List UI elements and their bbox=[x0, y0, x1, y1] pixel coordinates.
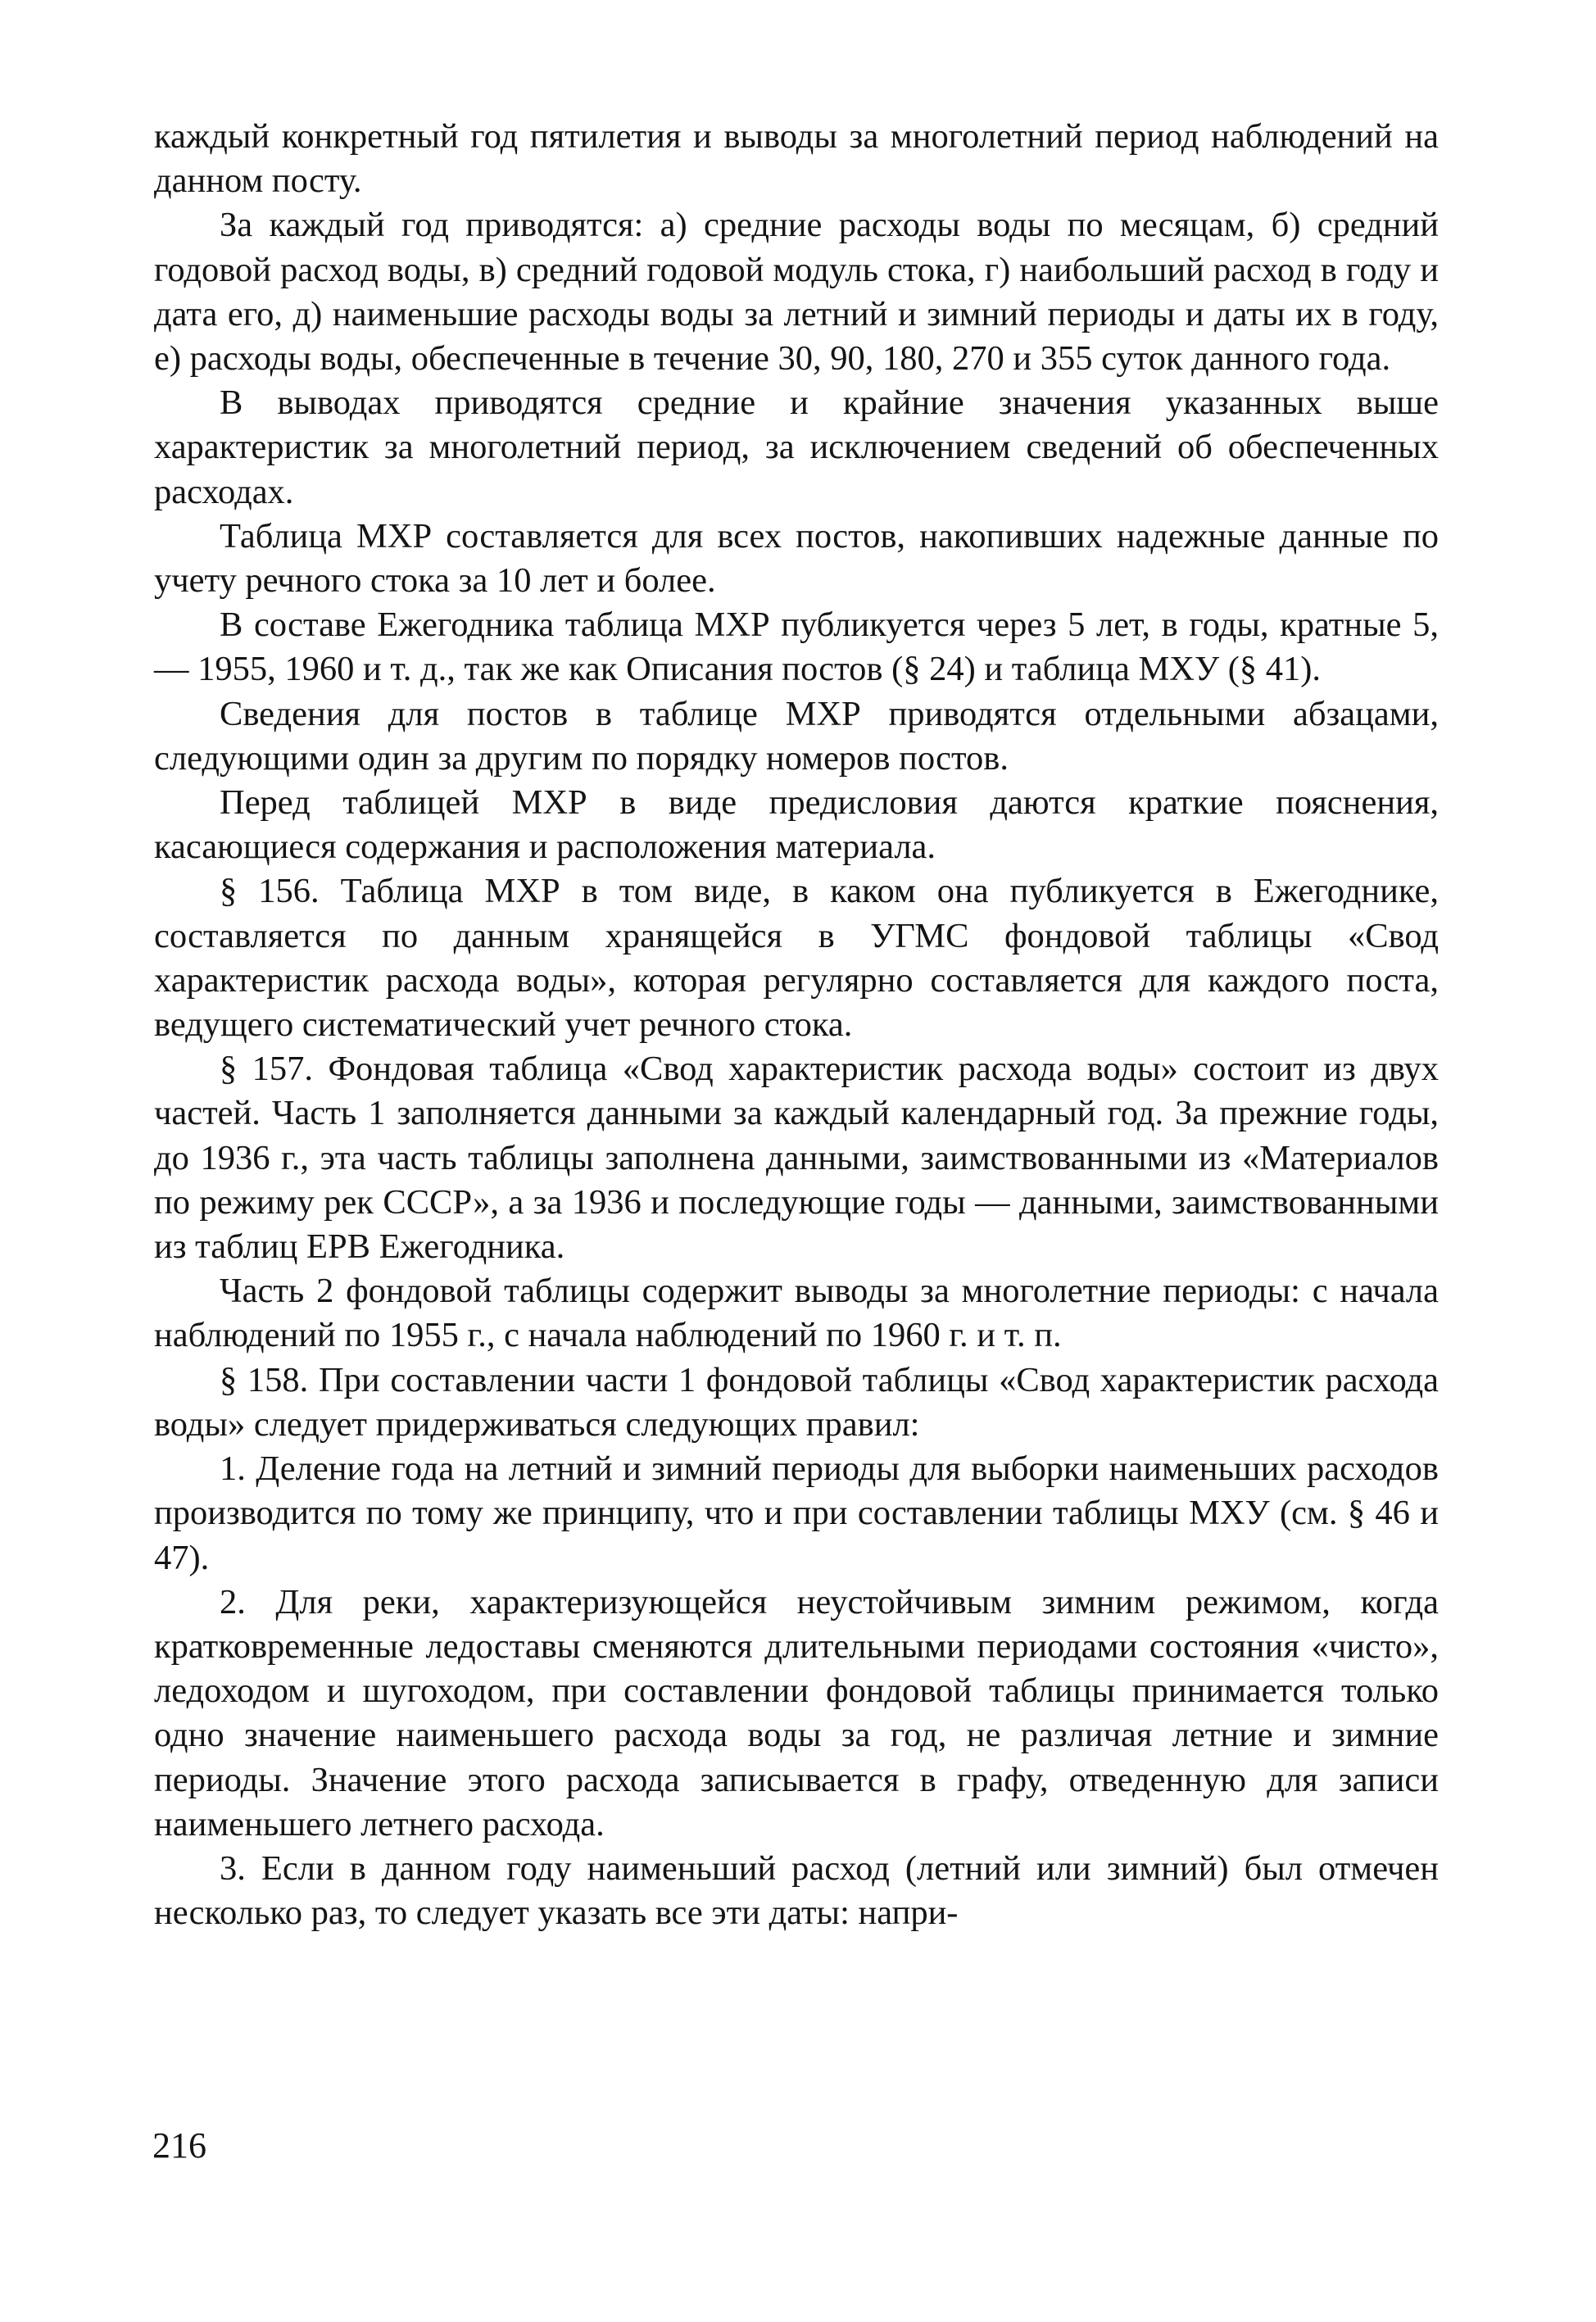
paragraph-rule-2: 2. Для реки, характеризующейся неустойчивым зимним режимом, когда кратковременные ледоставы сменяются длительными периодами состояния «чисто», ледоходом и шугоходом, при составлении фондовой таблицы принимается только одно значение наименьшего расхода воды за год, не различая летние и зимние периоды. Значение этого расхода записывается в графу, отведенную для записи наименьшего летнего расхода. bbox=[154, 1582, 1439, 1844]
paragraph-yearbook-publication: В составе Ежегодника таблица МХР публикуется через 5 лет, в годы, кратные 5, — 1955, 1960 и т. д., так же как Описания постов (§ 24) и таблица МХУ (§ 41). bbox=[154, 605, 1439, 689]
paragraph-post-info: Сведения для постов в таблице МХР приводятся отдельными абзацами, следующими один за другим по порядку номеров постов. bbox=[154, 694, 1439, 778]
paragraph-preface: Перед таблицей МХР в виде предисловия даются краткие пояснения, касающиеся содержания и расположения материала. bbox=[154, 783, 1439, 867]
paragraph-part-2: Часть 2 фондовой таблицы содержит выводы за многолетние периоды: с начала наблюдений по 1955 г., с начала наблюдений по 1960 г. и т. п. bbox=[154, 1272, 1439, 1355]
paragraph-continuation: каждый конкретный год пятилетия и выводы за многолетний период наблюдений на данном посту. bbox=[154, 117, 1439, 201]
body-text bbox=[154, 115, 1439, 1935]
paragraph-section-156: § 156. Таблица МХР в том виде, в каком она публикуется в Ежегоднике, составляется по данным хранящейся в УГМС фондовой таблицы «Свод характеристик расхода воды», которая регулярно составляется для каждого поста, ведущего систематический учет речного стока. bbox=[154, 872, 1439, 1045]
paragraph-rule-3: 3. Если в данном году наименьший расход (летний или зимний) был отмечен несколько раз, то следует указать все эти даты: напри- bbox=[154, 1848, 1439, 1933]
page-number: 216 bbox=[152, 2125, 206, 2166]
paragraph-rule-1: 1. Деление года на летний и зимний периоды для выборки наименьших расходов производится по тому же принципу, что и при составлении таблицы МХУ (см. § 46 и 47). bbox=[154, 1449, 1439, 1577]
paragraph-table-compiled: Таблица МХР составляется для всех постов, накопивших надежные данные по учету речного стока за 10 лет и более. bbox=[154, 516, 1439, 601]
paragraph-conclusions: В выводах приводятся средние и крайние значения указанных выше характеристик за многолетний период, за исключением сведений об обеспеченных расходах. bbox=[154, 383, 1439, 511]
paragraph-section-157: § 157. Фондовая таблица «Свод характеристик расхода воды» состоит из двух частей. Часть 1 заполняется данными за каждый календарный год. За прежние годы, до 1936 г., эта часть таблицы заполнена данными, заимствованными из «Материалов по режиму рек СССР», а за 1936 и последующие годы — данными, заимствованными из таблиц ЕРВ Ежегодника. bbox=[154, 1050, 1439, 1267]
paragraph-section-158: § 158. При составлении части 1 фондовой таблицы «Свод характеристик расхода воды» следует придерживаться следующих правил: bbox=[154, 1360, 1439, 1444]
paragraph-yearly-data: За каждый год приводятся: а) средние расходы воды по месяцам, б) средний годовой расход воды, в) средний годовой модуль стока, г) наибольший расход в году и дата его, д) наименьшие расходы воды за летний и зимний периоды и даты их в году, е) расходы воды, обеспеченные в течение 30, 90, 180, 270 и 355 суток данного года. bbox=[154, 206, 1439, 379]
